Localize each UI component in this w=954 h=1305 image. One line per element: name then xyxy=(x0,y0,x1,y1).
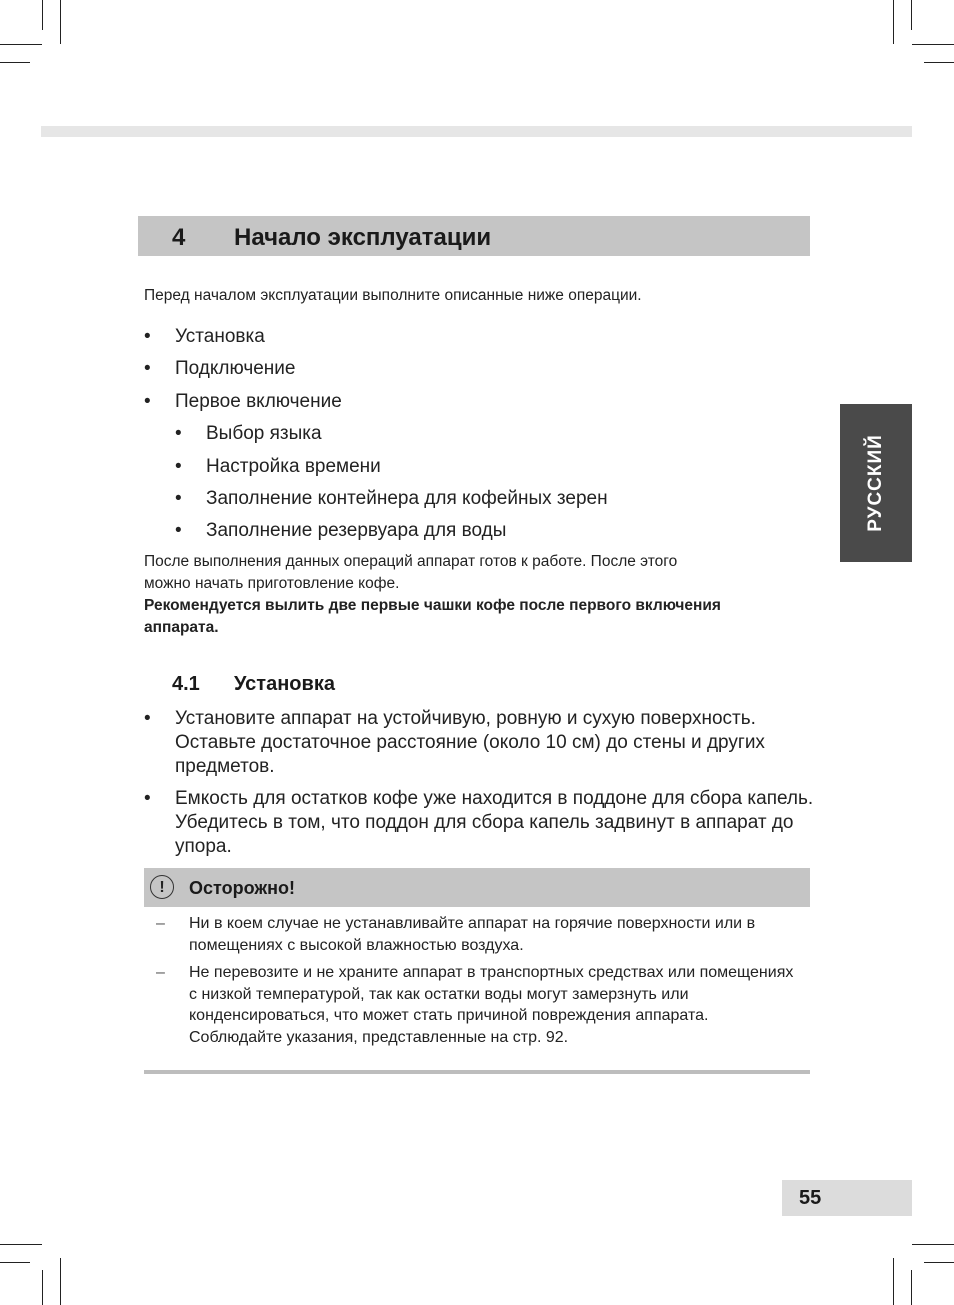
language-label: РУССКИЙ xyxy=(865,434,886,532)
crop-mark xyxy=(42,1270,43,1305)
crop-mark xyxy=(924,1262,954,1263)
section-number: 4.1 xyxy=(172,673,200,695)
crop-mark xyxy=(42,0,43,30)
crop-mark xyxy=(0,44,42,45)
crop-mark xyxy=(912,1244,954,1245)
exclamation-icon: ! xyxy=(150,875,174,899)
list-item: • Установите аппарат на устойчивую, ровную и сухую поверхность. Оставьте достаточное расстояние (около 10 см) до стены и других предметов. xyxy=(144,708,765,777)
chapter-number: 4 xyxy=(172,224,186,251)
crop-mark xyxy=(911,1270,912,1305)
crop-mark xyxy=(0,1244,42,1245)
crop-mark xyxy=(911,0,912,30)
crop-mark xyxy=(924,62,954,63)
crop-mark xyxy=(893,1258,894,1305)
warning-item: – Ни в коем случае не устанавливайте аппарат на горячие поверхности или в помещениях с высокой влажностью воздуха. xyxy=(156,915,756,954)
recommendation: Рекомендуется вылить две первые чашки кофе после первого включения xyxy=(144,597,721,614)
crop-mark xyxy=(893,0,894,44)
crop-mark xyxy=(0,62,30,63)
chapter-title: Начало эксплуатации xyxy=(234,224,492,251)
warning-item: – Не перевозите и не храните аппарат в транспортных средствах или помещениях с низкой температурой, так как остатки воды могут замерзнуть или конденсироваться, что может стать причиной повреждения аппарата. Соблюдайте указания, представленные на стр. 92. xyxy=(156,964,794,1046)
divider xyxy=(144,1070,810,1074)
section-title: Установка xyxy=(234,673,335,695)
crop-mark xyxy=(60,0,61,44)
list-item: • Емкость для остатков кофе уже находится в поддоне для сбора капель. Убедитесь в том, что поддон для сбора капель задвинут в аппарат до упора. xyxy=(144,788,814,857)
intro-text: Перед началом эксплуатации выполните описанные ниже операции. xyxy=(144,287,642,304)
warning-title: Осторожно! xyxy=(189,878,295,898)
after-text: После выполнения данных операций аппарат готов к работе. После этого можно начать приготовление кофе. Рекомендуется вылить две первые чашки кофе после первого включения аппарата. xyxy=(144,553,721,636)
page-number-box xyxy=(782,1180,912,1216)
crop-mark xyxy=(60,1258,61,1305)
header-band xyxy=(41,126,912,137)
chapter-heading xyxy=(138,216,810,256)
language-tab xyxy=(840,404,912,562)
crop-mark xyxy=(912,44,954,45)
warning-header xyxy=(144,868,810,907)
page-number: 55 xyxy=(799,1187,822,1209)
crop-mark xyxy=(0,1262,30,1263)
